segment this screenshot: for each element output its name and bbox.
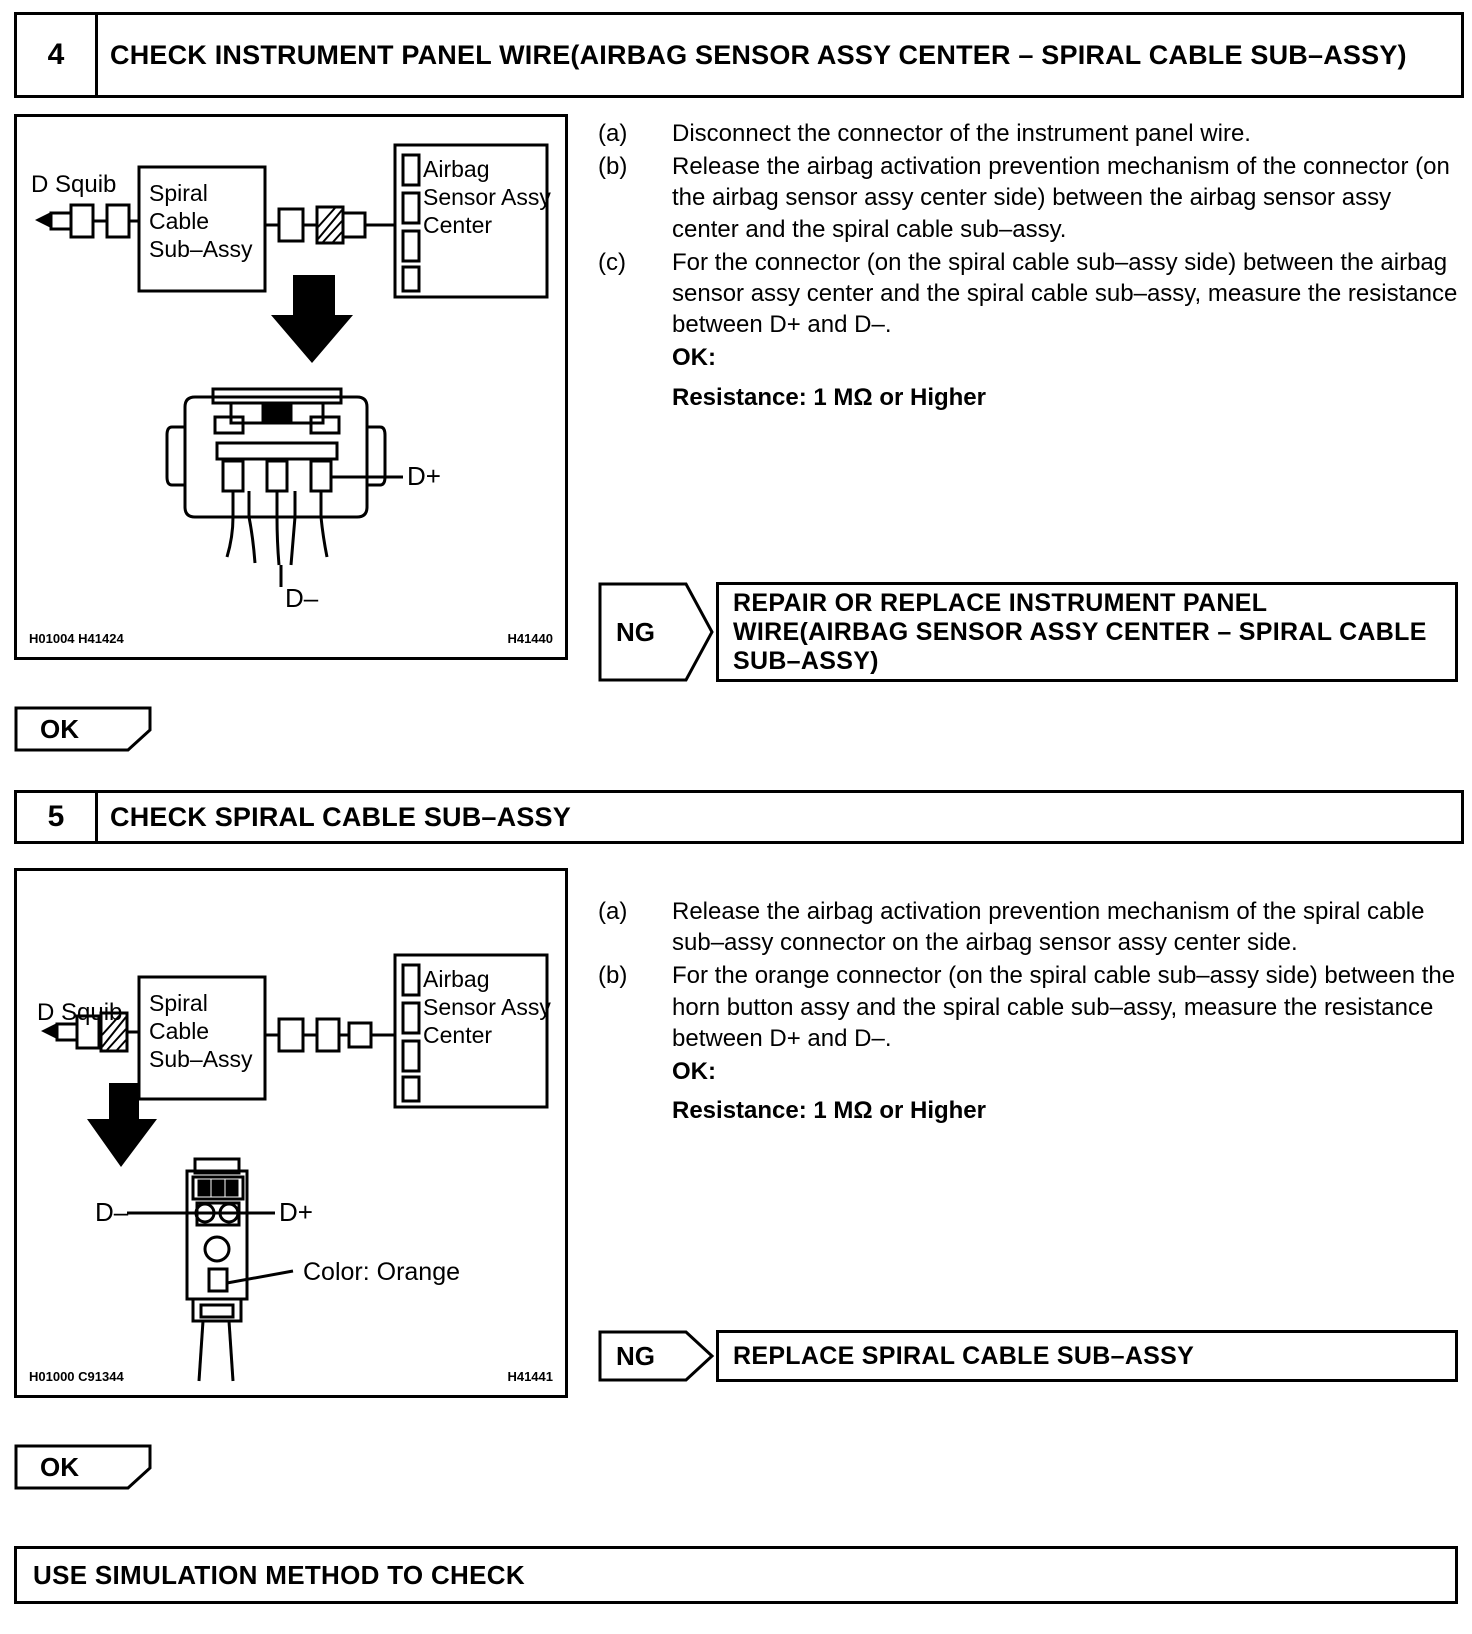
d-squib-label-4: D Squib <box>31 171 117 198</box>
step-header-5 <box>14 790 1464 844</box>
instruction-item <box>598 247 1458 341</box>
ok-value-row-5 <box>598 1095 1458 1126</box>
airbag-sensor-label-5: Airbag Sensor Assy Center <box>423 966 551 1049</box>
ng-branch-4 <box>598 582 1458 682</box>
ok-value-5: Resistance: 1 MΩ or Higher <box>672 1097 986 1125</box>
instruction-text: Disconnect the connector of the instrument panel wire. <box>672 120 1251 147</box>
ok-tag-label-5: OK <box>40 1452 79 1482</box>
spiral-cable-label-5: Spiral Cable Sub–Assy <box>149 990 253 1073</box>
step-header-4 <box>14 12 1464 98</box>
ng-tag-4 <box>598 582 716 682</box>
ok-label-5: OK: <box>672 1057 716 1085</box>
airbag-sensor-label-4 <box>423 155 553 239</box>
figure-code-right-5: H41441 <box>507 1369 553 1385</box>
instruction-text: Release the airbag activation prevention mechanism of the spiral cable sub–assy connector on the airbag sensor assy center side. <box>672 898 1425 957</box>
color-note-5: Color: Orange <box>303 1258 461 1286</box>
ng-tag-5 <box>598 1330 716 1382</box>
terminal-dminus-4: D– <box>285 583 319 613</box>
step-number-5: 5 <box>17 793 98 841</box>
ok-label-row-5 <box>598 1056 1458 1087</box>
instruction-item <box>598 960 1458 1054</box>
ok-value-4: Resistance: 1 MΩ or Higher <box>672 383 986 411</box>
figure-code-left-4: H01004 H41424 <box>29 631 124 647</box>
step-number-4: 4 <box>17 15 98 95</box>
ng-label-4: NG <box>616 616 655 647</box>
ng-action-text-4: REPAIR OR REPLACE INSTRUMENT PANEL WIRE(AIRBAG SENSOR ASSY CENTER – SPIRAL CABLE SUB–ASSY) <box>733 588 1427 675</box>
figure-code-right-4: H41440 <box>507 631 553 647</box>
instruction-label: (b) <box>598 962 628 990</box>
instruction-text: For the connector (on the spiral cable sub–assy side) between the airbag sensor assy center and the spiral cable sub–assy, measure the resistance between D+ and D–. <box>672 248 1458 339</box>
figure-step-5 <box>14 868 568 1398</box>
figure-step-4 <box>14 114 568 660</box>
instruction-item <box>598 896 1458 958</box>
ok-tag-label-4: OK <box>40 714 79 744</box>
ng-branch-5 <box>598 1330 1458 1382</box>
instruction-item <box>598 151 1458 245</box>
instruction-label: (c) <box>598 248 626 276</box>
instructions-step-4 <box>598 118 1458 415</box>
figure-5-drawing <box>17 871 559 1389</box>
ok-value-row-4 <box>598 382 1458 413</box>
step-title-5: CHECK SPIRAL CABLE SUB–ASSY <box>110 801 571 832</box>
terminal-dplus-5: D+ <box>279 1197 313 1227</box>
instruction-item <box>598 118 1458 149</box>
ng-action-box-5 <box>716 1330 1458 1382</box>
figure-code-left-5: H01000 C91344 <box>29 1369 124 1385</box>
ng-action-box-4 <box>716 582 1458 682</box>
instruction-label: (a) <box>598 898 628 925</box>
d-squib-label-5: D Squib <box>37 999 123 1026</box>
terminal-dplus-4: D+ <box>407 461 441 491</box>
instructions-step-5 <box>598 896 1458 1128</box>
instruction-text: For the orange connector (on the spiral cable sub–assy side) between the horn button assy and the spiral cable sub–assy, measure the resistance between D+ and D–. <box>672 962 1456 1052</box>
ok-label-4: OK: <box>672 344 716 372</box>
ng-label-5: NG <box>616 1340 655 1371</box>
instruction-label: (a) <box>598 120 628 147</box>
ok-label-row-4 <box>598 342 1458 373</box>
instruction-label: (b) <box>598 153 628 181</box>
instruction-text: Release the airbag activation prevention mechanism of the connector (on the airbag sensor assy center side) between the airbag sensor assy center and the spiral cable sub–assy. <box>672 153 1450 243</box>
ok-tag-4 <box>14 706 154 752</box>
spiral-cable-text-4: Spiral Cable Sub–Assy <box>149 180 253 263</box>
final-action-text: USE SIMULATION METHOD TO CHECK <box>33 1559 525 1590</box>
step-title-4: CHECK INSTRUMENT PANEL WIRE(AIRBAG SENSOR ASSY CENTER – SPIRAL CABLE SUB–ASSY) <box>110 39 1407 70</box>
spiral-cable-label-4 <box>149 179 269 263</box>
ng-action-text-5: REPLACE SPIRAL CABLE SUB–ASSY <box>733 1341 1195 1370</box>
final-action-box <box>14 1546 1458 1604</box>
ok-tag-5 <box>14 1444 154 1490</box>
terminal-dminus-5: D– <box>95 1197 129 1227</box>
airbag-sensor-text-4: Airbag Sensor Assy Center <box>423 156 551 239</box>
